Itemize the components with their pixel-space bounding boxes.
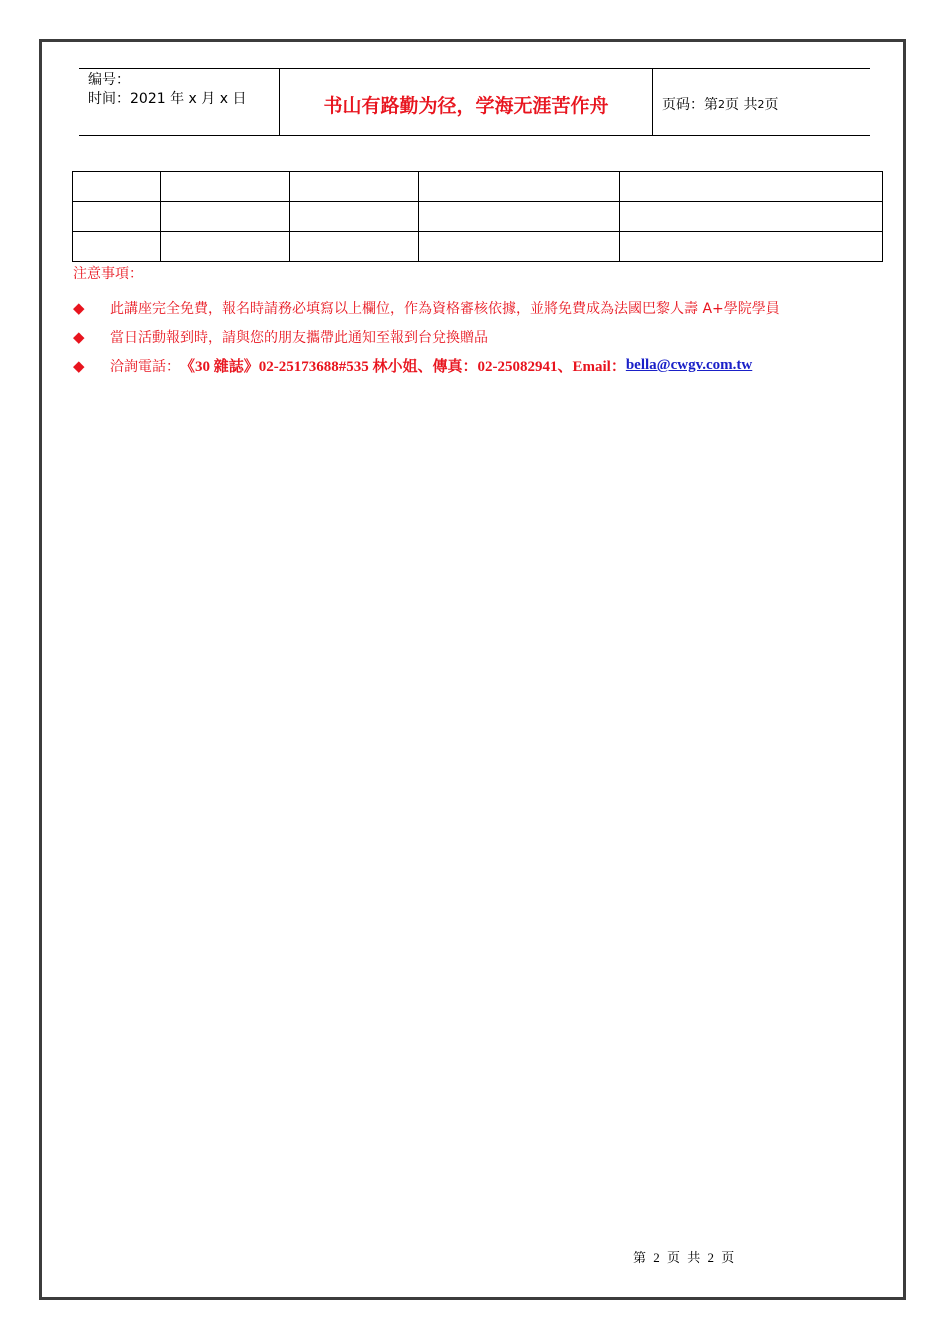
note-text: 此講座完全免費，報名時請務必填寫以上欄位，作為資格審核依據，並將免費成為法國巴黎人壽 A+學院學員 <box>110 300 780 317</box>
note-item <box>73 351 883 380</box>
page-prefix: 页码：第 <box>662 97 718 113</box>
table-cell[interactable] <box>73 172 161 202</box>
contact-label: 洽詢電話： <box>110 358 180 375</box>
table-row <box>73 172 883 202</box>
table-cell[interactable] <box>620 172 883 202</box>
date-value: 2021 年 x 月 x 日 <box>130 91 247 107</box>
table-cell[interactable] <box>161 202 290 232</box>
table-cell[interactable] <box>620 232 883 262</box>
header-motto: 书山有路勤为径，学海无涯苦作舟 <box>280 69 653 135</box>
page-header <box>79 68 870 136</box>
table-row <box>73 202 883 232</box>
diamond-bullet-icon: ◆ <box>73 298 85 317</box>
table-cell[interactable] <box>419 172 620 202</box>
header-meta <box>79 69 280 135</box>
page-mid: 页 共 <box>725 97 758 113</box>
note-item <box>73 322 883 351</box>
email-link[interactable]: bella@cwgv.com.tw <box>625 357 753 373</box>
note-text: 當日活動報到時，請與您的朋友攜帶此通知至報到台兌換贈品 <box>110 329 488 346</box>
table-cell[interactable] <box>73 202 161 232</box>
table-cell[interactable] <box>290 172 419 202</box>
number-label: 编号： <box>88 72 130 88</box>
date-label: 时间： <box>88 91 130 107</box>
table-cell[interactable] <box>419 232 620 262</box>
table-cell[interactable] <box>290 202 419 232</box>
notes-section <box>73 264 883 380</box>
page-suffix: 页 <box>764 97 779 113</box>
diamond-bullet-icon: ◆ <box>73 356 85 375</box>
note-item <box>73 293 883 322</box>
table-cell[interactable] <box>73 232 161 262</box>
page-footer: 第 2 页 共 2 页 <box>633 1250 737 1265</box>
date-line <box>88 90 279 109</box>
table-cell[interactable] <box>161 232 290 262</box>
table-cell[interactable] <box>620 202 883 232</box>
header-page-number <box>653 69 870 135</box>
table-row <box>73 232 883 262</box>
table-cell[interactable] <box>419 202 620 232</box>
table-cell[interactable] <box>161 172 290 202</box>
table-cell[interactable] <box>290 232 419 262</box>
diamond-bullet-icon: ◆ <box>73 327 85 346</box>
page-total: 2 <box>757 97 765 111</box>
page-num: 2 <box>718 97 725 111</box>
notes-title: 注意事項： <box>73 266 143 282</box>
registration-table <box>72 171 883 262</box>
contact-phone: 《30 雜誌》02-25173688#535 林小姐、傳真：02-25082941、Email： <box>180 359 626 375</box>
